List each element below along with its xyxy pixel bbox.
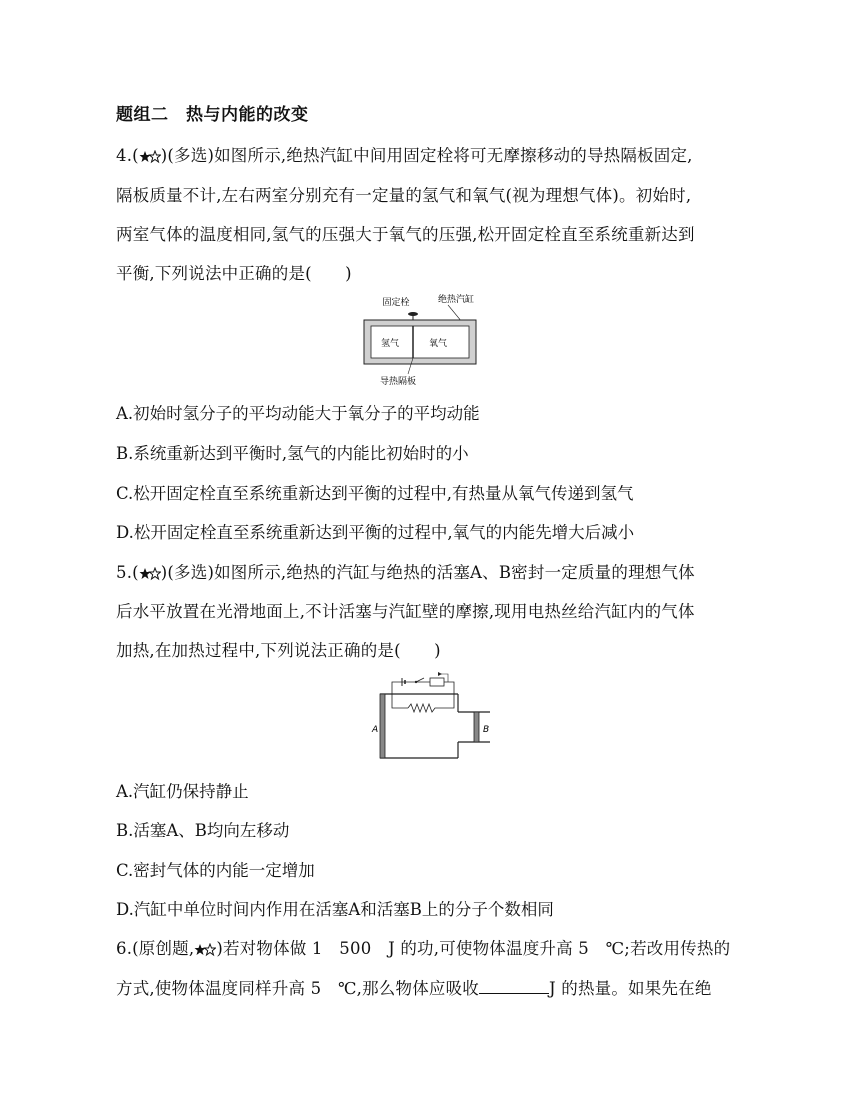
rheostat-icon bbox=[430, 678, 444, 686]
fig1-label-oxygen: 氧气 bbox=[428, 339, 448, 349]
q5-cylinder-figure bbox=[368, 672, 496, 764]
switch-icon bbox=[416, 678, 424, 682]
difficulty-stars-icon bbox=[139, 567, 161, 581]
q5-option-d: D.汽缸中单位时间内作用在活塞A和活塞B上的分子个数相同 bbox=[116, 900, 554, 919]
q4-text-1: 如图所示,绝热汽缸中间用固定栓将可无摩擦移动的导热隔板固定, bbox=[214, 146, 693, 165]
q4-text-2: 隔板质量不计,左右两室分别充有一定量的氢气和氧气(视为理想气体)。初始时, bbox=[116, 186, 692, 205]
q6-text-2a: 方式,使物体温度同样升高 5 ℃,那么物体应吸收 bbox=[116, 979, 479, 998]
q5-tag: )(多选) bbox=[160, 563, 215, 582]
q4-option-c: C.松开固定栓直至系统重新达到平衡的过程中,有热量从氧气传递到氢气 bbox=[116, 484, 634, 503]
q4-cylinder-figure bbox=[360, 292, 480, 388]
answer-blank bbox=[479, 978, 549, 994]
q5-option-c: C.密封气体的内能一定增加 bbox=[116, 861, 315, 880]
fig1-label-plate: 导热隔板 bbox=[379, 377, 417, 387]
fig2-label-b: B bbox=[483, 725, 490, 735]
q6-text-1: )若对物体做 1 500 J 的功,可使物体温度升高 5 ℃;若改用传热的 bbox=[216, 939, 731, 958]
fig1-label-hydrogen: 氢气 bbox=[380, 339, 400, 349]
q6-number: 6.(原创题, bbox=[116, 939, 195, 958]
q5-text-3: 加热,在加热过程中,下列说法正确的是( ) bbox=[116, 641, 441, 660]
difficulty-stars-icon bbox=[194, 943, 216, 957]
q4-tag: )(多选) bbox=[160, 146, 215, 165]
q6-text-2b: J 的热量。如果先在绝 bbox=[549, 979, 712, 998]
q4-text-4: 平衡,下列说法中正确的是( ) bbox=[116, 264, 352, 283]
q4-line-1 bbox=[116, 142, 693, 166]
q6-line-1 bbox=[116, 935, 730, 959]
q4-text-3: 两室气体的温度相同,氢气的压强大于氧气的压强,松开固定栓直至系统重新达到 bbox=[116, 225, 695, 244]
fig1-label-cylinder: 绝热汽缸 bbox=[437, 295, 475, 305]
section-title: 题组二 热与内能的改变 bbox=[116, 105, 309, 125]
q4-number: 4.( bbox=[116, 146, 139, 165]
q4-option-b: B.系统重新达到平衡时,氢气的内能比初始时的小 bbox=[116, 444, 469, 463]
q5-number: 5.( bbox=[116, 563, 139, 582]
fig2-label-a: A bbox=[372, 725, 379, 735]
q5-option-b: B.活塞A、B均向左移动 bbox=[116, 821, 290, 840]
piston-b bbox=[474, 712, 479, 742]
fig1-label-pin: 固定栓 bbox=[382, 298, 410, 308]
q4-option-a: A.初始时氢分子的平均动能大于氧分子的平均动能 bbox=[116, 404, 480, 423]
q6-line-2 bbox=[116, 975, 712, 999]
heating-wire-icon bbox=[408, 704, 438, 712]
q5-line-1 bbox=[116, 559, 695, 583]
q5-option-a: A.汽缸仍保持静止 bbox=[116, 782, 249, 801]
difficulty-stars-icon bbox=[139, 150, 161, 164]
q4-option-d: D.松开固定栓直至系统重新达到平衡的过程中,氧气的内能先增大后减小 bbox=[116, 523, 635, 542]
piston-a bbox=[380, 694, 385, 758]
q5-text-2: 后水平放置在光滑地面上,不计活塞与汽缸壁的摩擦,现用电热丝给汽缸内的气体 bbox=[116, 602, 695, 621]
q5-text-1: 如图所示,绝热的汽缸与绝热的活塞A、B密封一定质量的理想气体 bbox=[214, 563, 695, 582]
